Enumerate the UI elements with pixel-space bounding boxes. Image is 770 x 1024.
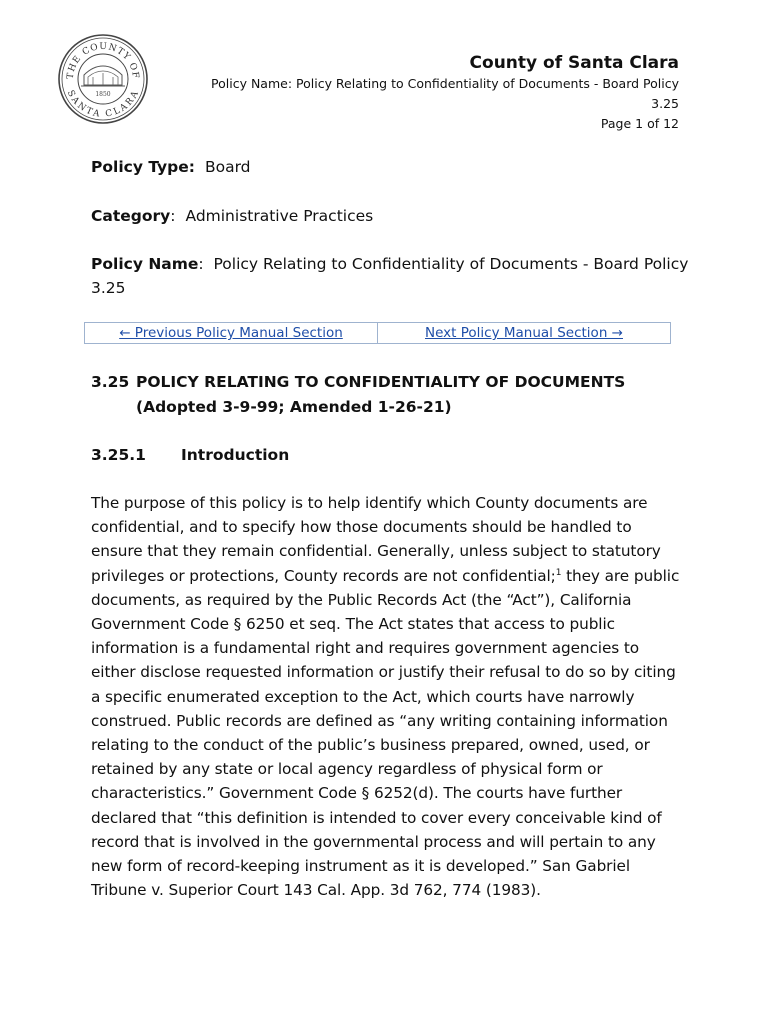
page-indicator: Page 1 of 12 (600, 116, 679, 131)
seal-text-top: THE COUNTY OF (65, 41, 141, 80)
introduction-paragraph (91, 491, 687, 902)
section-title: POLICY RELATING TO CONFIDENTIALITY OF DOCUMENTS (136, 373, 626, 391)
paragraph-text-part2: they are public documents, as required by the Public Records Act (the “Act”), California Government Code § 6250 et seq. The Act states that access to public information is a fundamental right and requires government agencies to either disclose requested information or justify their refusal to do so by citing a specific enumerated exception to the Act, which courts have narrowly construed. Public records are defined as “any writing containing information relating to the conduct of the public’s business prepared, owned, used, or retained by any state or local agency regardless of physical form or characteristics.” Government Code § 6252(d). The courts have further declared that “this definition is intended to cover every conceivable kind of record that is involved in the governmental process and will pertain to any new form of record-keeping instrument as it is developed.” San Gabriel Tribune v. Superior Court 143 Cal. App. 3d 762, 774 (1983). (91, 566, 680, 900)
header-policy-name: Policy Name: Policy Relating to Confidentiality of Documents - Board Policy (211, 76, 679, 91)
policy-type-value: Board (204, 158, 251, 176)
policy-name-label: Policy Name (91, 255, 199, 273)
section-heading (91, 370, 711, 420)
document-header (159, 52, 679, 134)
county-seal-graphic (57, 33, 149, 125)
subsection-number: 3.25.1 (91, 446, 146, 464)
policy-type-label: Policy Type: (91, 158, 195, 176)
seal-text-bottom: SANTA CLARA (64, 88, 142, 120)
next-section-link[interactable]: Next Policy Manual Section → (377, 323, 670, 343)
section-adopted: (Adopted 3-9-99; Amended 1-26-21) (136, 398, 452, 416)
subsection-heading (91, 443, 289, 467)
paragraph-text-part1: The purpose of this policy is to help identify which County documents are confidential, and to specify how those documents should be handled to ensure that they remain confidential. Generally, unless subject to statutory privileges or protections, County records are not confidential; (91, 494, 661, 585)
section-navigation (84, 322, 671, 344)
policy-type-line (91, 155, 691, 179)
category-value: Administrative Practices (185, 207, 374, 225)
policy-name-value: Policy Relating to Confidentiality of Documents - Board Policy 3.25 (91, 255, 689, 297)
section-number: 3.25 (91, 373, 130, 391)
previous-section-link[interactable]: ← Previous Policy Manual Section (119, 325, 343, 341)
footnote-marker: 1 (555, 567, 562, 578)
category-line: Category: Administrative Practices (91, 207, 374, 225)
seal-year: 1850 (95, 91, 111, 98)
category-label: Category (91, 207, 171, 225)
organization-name: County of Santa Clara (469, 53, 679, 73)
header-policy-number: 3.25 (651, 96, 679, 111)
policy-name-line: Policy Name: Policy Relating to Confidentiality of Documents - Board Policy 3.25 (91, 255, 689, 297)
county-seal-icon (57, 33, 149, 125)
subsection-title: Introduction (181, 446, 290, 464)
